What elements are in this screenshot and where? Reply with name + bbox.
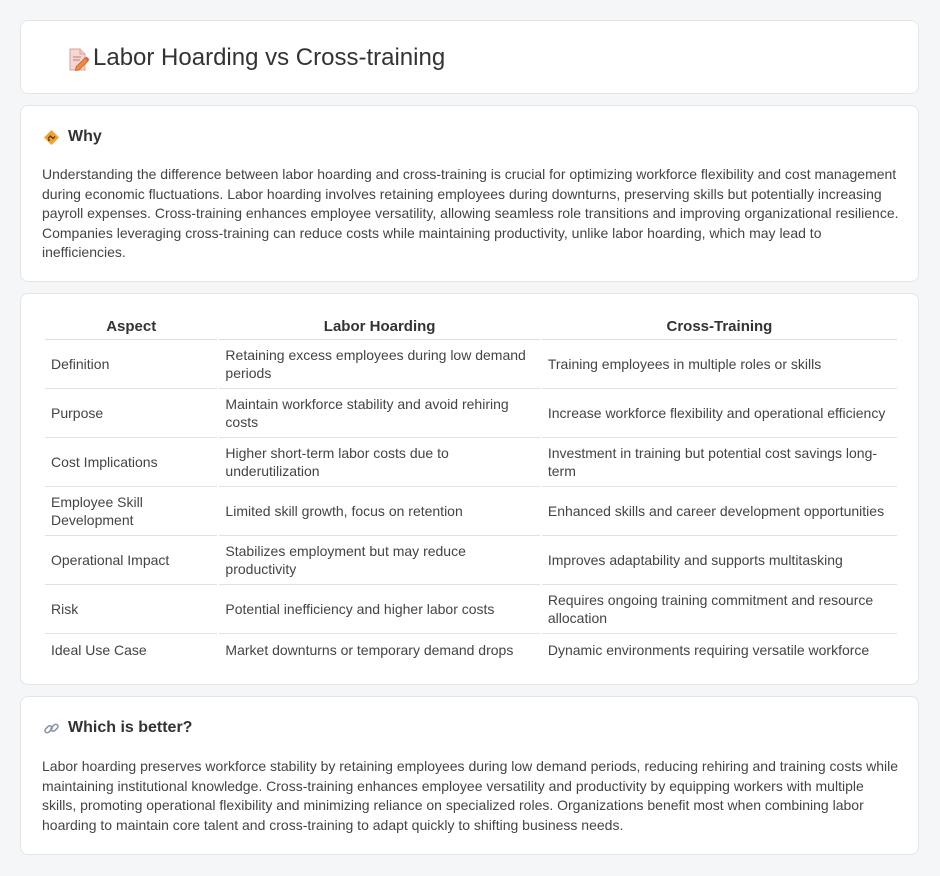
row-cross-training: Enhanced skills and career development opportunities	[542, 487, 897, 536]
which-is-better-section	[20, 696, 919, 855]
better-paragraph: Labor hoarding preserves workforce stability by retaining employees during low demand periods, reducing rehiring and training costs while maintaining institutional knowledge. Cross-training enhances employee versatility and productivity by equipping workers with multiple skills, promoting operational flexibility and minimizing reliance on specialized roles. Organizations benefit most when combining labor hoarding to maintain core talent and cross-training to adapt quickly to shifting business needs.	[42, 758, 899, 833]
row-labor-hoarding: Limited skill growth, focus on retention	[219, 487, 539, 536]
column-header-labor-hoarding: Labor Hoarding	[219, 316, 539, 340]
row-aspect: Purpose	[45, 389, 217, 438]
row-aspect: Risk	[45, 585, 217, 634]
row-aspect: Ideal Use Case	[51, 642, 147, 658]
title-card	[20, 20, 919, 94]
row-cross-training: Improves adaptability and supports multitasking	[542, 536, 897, 585]
table-row	[45, 340, 897, 389]
table-row	[45, 438, 897, 487]
why-section	[20, 105, 919, 282]
why-heading-text: Why	[68, 128, 102, 145]
row-labor-hoarding: Maintain workforce stability and avoid rehiring costs	[219, 389, 539, 438]
better-heading	[43, 718, 192, 738]
row-cross-training: Requires ongoing training commitment and resource allocation	[542, 585, 897, 634]
column-header-cross-training: Cross-Training	[542, 316, 897, 340]
row-labor-hoarding: Market downturns or temporary demand drops	[225, 642, 514, 658]
row-labor-hoarding: Retaining excess employees during low demand periods	[219, 340, 539, 389]
link-icon	[43, 720, 60, 737]
row-cross-training: Training employees in multiple roles or skills	[542, 340, 897, 389]
table-row	[45, 389, 897, 438]
diamond-warning-icon	[43, 129, 60, 146]
why-heading	[43, 127, 102, 147]
row-labor-hoarding: Potential inefficiency and higher labor costs	[219, 585, 539, 634]
row-aspect: Operational Impact	[45, 536, 217, 585]
comparison-table	[43, 316, 899, 666]
table-row	[45, 634, 897, 666]
document-pencil-icon	[65, 47, 91, 73]
row-aspect: Definition	[45, 340, 217, 389]
row-cross-training: Increase workforce flexibility and operational efficiency	[542, 389, 897, 438]
page-title: Labor Hoarding vs Cross-training	[93, 44, 446, 71]
better-heading-text: Which is better?	[68, 719, 193, 736]
row-labor-hoarding: Higher short-term labor costs due to underutilization	[219, 438, 539, 487]
row-cross-training: Investment in training but potential cost savings long-term	[542, 438, 897, 487]
table-row	[45, 536, 897, 585]
why-paragraph: Understanding the difference between labor hoarding and cross-training is crucial for optimizing workforce flexibility and cost management during economic fluctuations. Labor hoarding involves retaining employees during downturns, preserving skills but potentially increasing payroll expenses. Cross-training enhances employee versatility, allowing seamless role transitions and improving organizational resilience. Companies leveraging cross-training can reduce costs while maintaining productivity, unlike labor hoarding, which may lead to inefficiencies.	[42, 166, 899, 261]
row-aspect: Employee Skill Development	[45, 487, 217, 536]
row-aspect: Cost Implications	[45, 438, 217, 487]
comparison-section	[20, 293, 919, 685]
table-header-row	[45, 316, 897, 340]
table-row	[45, 487, 897, 536]
table-row	[45, 585, 897, 634]
row-cross-training: Dynamic environments requiring versatile workforce	[547, 642, 870, 658]
column-header-aspect: Aspect	[45, 316, 217, 340]
row-labor-hoarding: Stabilizes employment but may reduce productivity	[219, 536, 539, 585]
